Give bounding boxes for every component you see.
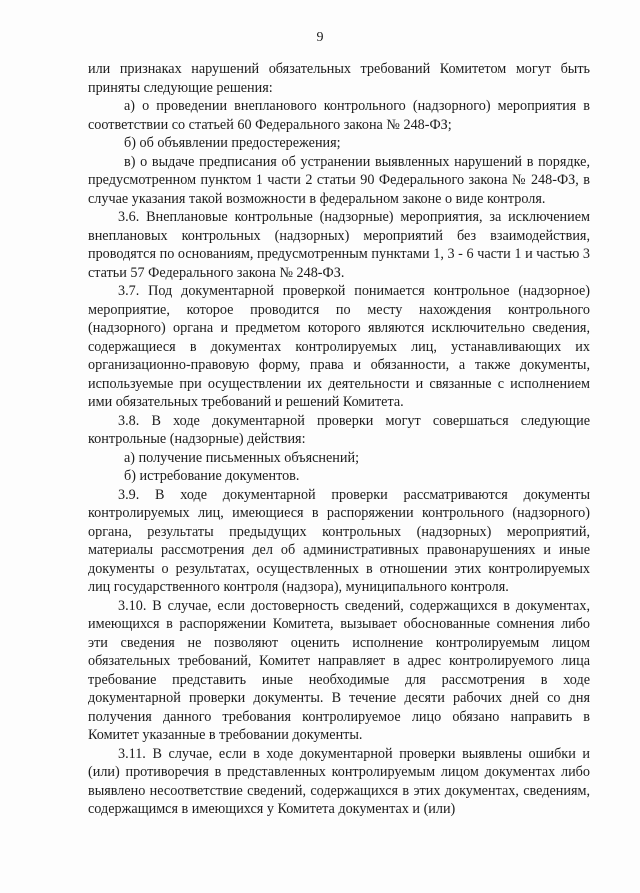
paragraph-3-9: 3.9. В ходе документарной проверки рассматриваются документы контролируемых лиц, имеющиеся в распоряжении контрольного (надзорного) органа, результаты предыдущих контрольных (надзорных) мероприятий, материалы рассмотрения дел об административных правонарушениях и иные документы о результатах, осуществленных в отношении этих контролируемых лиц государственного контроля (надзора), муниципального контроля.: [88, 486, 590, 595]
paragraph-continuation: или признаках нарушений обязательных требований Комитетом могут быть приняты следующие решения:: [88, 61, 590, 96]
paragraph-3-7: 3.7. Под документарной проверкой понимается контрольное (надзорное) мероприятие, которое проводится по месту нахождения контрольного (надзорного) органа и предметом которого являются исключительно сведения, содержащиеся в документах контролируемых лиц, устанавливающих их организационно-правовую форму, права и обязанности, а также документы, используемые при осуществлении их деятельности и связанные с исполнением ими обязательных требований и решений Комитета.: [88, 283, 590, 410]
paragraph-3-6: 3.6. Внеплановые контрольные (надзорные) мероприятия, за исключением внеплановых контрольных (надзорных) мероприятий без взаимодействия, проводятся по основаниям, предусмотренным пунктами 1, 3 - 6 части 1 и частью 3 статьи 57 Федерального закона № 248-ФЗ.: [88, 209, 590, 281]
paragraph-item-v: в) о выдаче предписания об устранении выявленных нарушений в порядке, предусмотренном пунктом 1 части 2 статьи 90 Федерального закона № 248-ФЗ, в случае указания такой возможности в федеральном законе о виде контроля.: [88, 153, 590, 207]
page-number: 9: [316, 30, 324, 45]
paragraph-item-b: б) об объявлении предостережения;: [124, 135, 341, 151]
paragraph-3-8: 3.8. В ходе документарной проверки могут совершаться следующие контрольные (надзорные) действия:: [88, 412, 590, 447]
document-body: [88, 60, 590, 819]
paragraph-3-11: 3.11. В случае, если в ходе документарной проверки выявлены ошибки и (или) противоречия в представленных контролируемым лицом документах либо выявлено несоответствие сведений, содержащихся в этих документах, сведениям, содержащимся в имеющихся у Комитета документах и (или): [88, 745, 590, 817]
paragraph-3-8-item-b: б) истребование документов.: [124, 468, 300, 484]
paragraph-item-a: а) о проведении внепланового контрольного (надзорного) мероприятия в соответствии со статьей 60 Федерального закона № 248-ФЗ;: [88, 98, 590, 133]
paragraph-3-8-item-a: а) получение письменных объяснений;: [124, 449, 360, 466]
paragraph-3-10: 3.10. В случае, если достоверность сведений, содержащихся в документах, имеющихся в распоряжении Комитета, вызывает обоснованные сомнения либо эти сведения не позволяют оценить исполнение контролируемым лицом обязательных требований, Комитет направляет в адрес контролируемого лица требование представить иные необходимые для рассмотрения в ходе документарной проверки документы. В течение десяти рабочих дней со дня получения данного требования контролируемое лицо обязано направить в Комитет указанные в требовании документы.: [88, 597, 590, 743]
